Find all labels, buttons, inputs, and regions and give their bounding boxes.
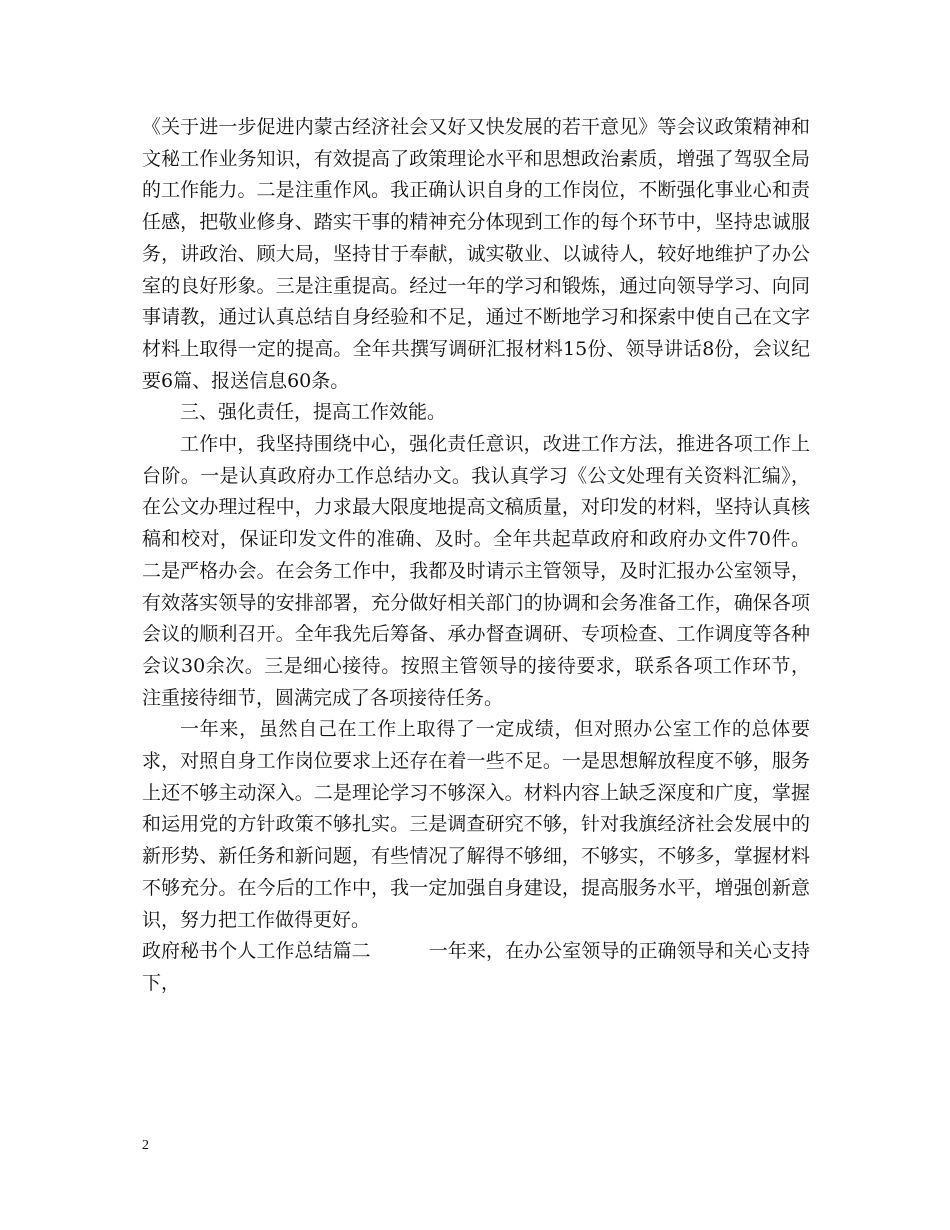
paragraph-continued: 《关于进一步促进内蒙古经济社会又好又快发展的若干意见》等会议政策精神和文秘工作业务知识，有效提高了政策理论水平和思想政治素质，增强了驾驭全局的工作能力。二是注重作风。我正确认识自身的工作岗位，不断强化事业心和责任感，把敬业修身、踏实干事的精神充分体现到工作的每个环节中，坚持忠诚服务，讲政治、顾大局，坚持甘于奉献，诚实敬业、以诚待人，较好地维护了办公室的良好形象。三是注重提高。经过一年的学习和锻炼，通过向领导学习、向同事请教，通过认真总结自身经验和不足，通过不断地学习和探索中使自己在文字材料上取得一定的提高。全年共撰写调研汇报材料15份、领导讲话8份，会议纪要6篇、报送信息60条。 xyxy=(142,116,810,392)
document-body xyxy=(142,112,810,1000)
next-section-line xyxy=(142,936,810,999)
page-number: 2 xyxy=(142,1138,149,1153)
section-heading: 三、强化责任，提高工作效能。 xyxy=(180,401,447,424)
next-section-opening: 一年来，在办公室领导的正确领导和关心支持下， xyxy=(142,940,810,994)
paragraph: 工作中，我坚持围绕中心，强化责任意识，改进工作方法，推进各项工作上台阶。一是认真政府办工作总结办文。我认真学习《公文处理有关资料汇编》，在公文办理过程中，力求最大限度地提高文稿质量，对印发的材料，坚持认真核稿和校对，保证印发文件的准确、及时。全年共起草政府和政府办文件70件。二是严格办会。在会务工作中，我都及时请示主管领导，及时汇报办公室领导，有效落实领导的安排部署，充分做好相关部门的协调和会务准备工作，确保各项会议的顺利召开。全年我先后筹备、承办督查调研、专项检查、工作调度等各种会议30余次。三是细心接待。按照主管领导的接待要求，联系各项工作环节，注重接待细节，圆满完成了各项接待任务。 xyxy=(142,433,810,709)
paragraph: 一年来，虽然自己在工作上取得了一定成绩，但对照办公室工作的总体要求，对照自身工作岗位要求上还存在着一些不足。一是思想解放程度不够，服务上还不够主动深入。二是理论学习不够深入。材料内容上缺乏深度和广度，掌握和运用党的方针政策不够扎实。三是调查研究不够，针对我旗经济社会发展中的新形势、新任务和新问题，有些情况了解得不够细，不够实，不够多，掌握材料不够充分。在今后的工作中，我一定加强自身建设，提高服务水平，增强创新意识，努力把工作做得更好。 xyxy=(142,718,810,931)
next-section-title: 政府秘书个人工作总结篇二 xyxy=(142,940,371,963)
